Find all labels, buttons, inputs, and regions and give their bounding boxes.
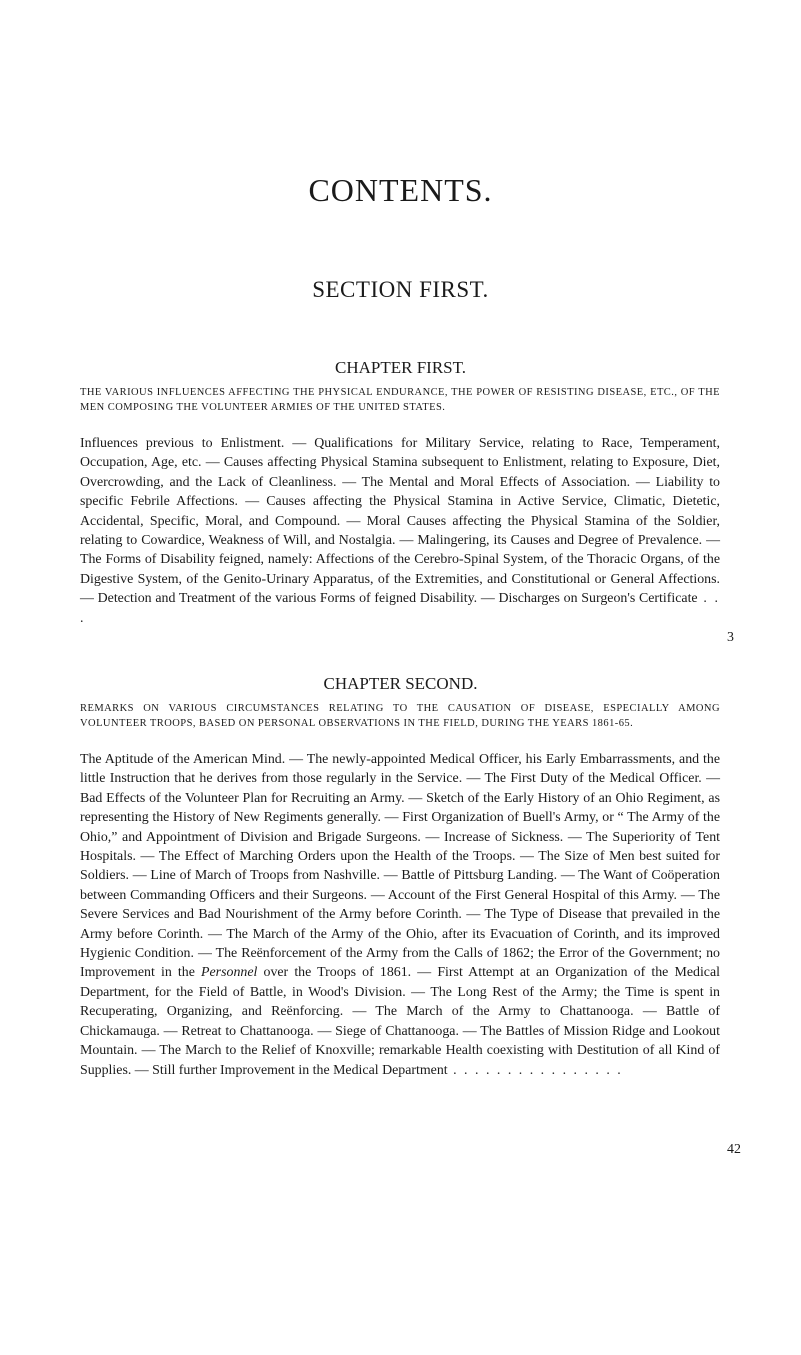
chapter-1-dot-leader: . . .	[80, 591, 721, 626]
chapter-2-heading: REMARKS ON VARIOUS CIRCUMSTANCES RELATING TO THE CAUSATION OF DISEASE, ESPECIALLY AMONG VOLUNTEER TROOPS, BASED ON PERSONAL OBSERVATIONS IN THE FIELD, DURING THE YEARS 1861-65.	[80, 703, 720, 729]
chapter-1-summary-text: Influences previous to Enlistment. — Qualifications for Military Service, relating to Race, Temperament, Occupation, Age, etc. — Causes affecting Physical Stamina subsequent to Enlistment, relating to Exposure, Diet, Overcrowding, and the Lack of Cleanliness. — The Mental and Moral Effects of Association. — Liability to specific Febrile Affections. — Causes affecting the Physical Stamina in Active Service, Climatic, Dietetic, Accidental, Specific, Moral, and Compound. — Moral Causes affecting the Physical Stamina of the Soldier, relating to Cowardice, Weakness of Will, and Nostalgia. — Malingering, its Causes and Degree of Prevalence. — The Forms of Disability feigned, namely: Affections of the Cerebro-Spinal System, of the Thoracic Organs, of the Digestive System, of the Genito-Urinary Apparatus, of the Extremities, and Constitutional or General Affections. — Detection and Treatment of the various Forms of feigned Disability. — Discharges on Surgeon's Certificate	[80, 436, 720, 607]
chapter-1-heading: THE VARIOUS INFLUENCES AFFECTING THE PHYSICAL ENDURANCE, THE POWER OF RESISTING DISEASE, ETC., OF THE MEN COMPOSING THE VOLUNTEER ARMIES OF THE UNITED STATES.	[80, 387, 720, 413]
chapter-1-summary	[80, 434, 720, 628]
chapter-2-summary-text-b: over the Troops of 1861. — First Attempt at an Organization of the Medical Department, for the Field of Battle, in Wood's Division. — The Long Rest of the Army; the Time is spent in Recuperating, Organizing, and Reënforcing. — The March of the Army to Chattanooga. — Battle of Chickamauga. — Retreat to Chattanooga. — Siege of Chattanooga. — The Battles of Mission Ridge and Lookout Mountain. — The March to the Relief of Knoxville; remarkable Health coexisting with Destitution of all Kind of Supplies. — Still further Improvement in the Medical Department	[80, 965, 720, 1078]
chapter-1-title: CHAPTER FIRST.	[335, 358, 466, 377]
section-title: SECTION FIRST.	[312, 277, 489, 302]
chapter-2-page-number: 42	[727, 1142, 741, 1157]
chapter-1-page-number: 3	[727, 630, 734, 645]
chapter-2-summary-italic: Personnel	[201, 965, 258, 981]
chapter-2-title: CHAPTER SECOND.	[323, 674, 478, 693]
chapter-2-summary	[80, 750, 720, 1080]
chapter-2-summary-text-a: The Aptitude of the American Mind. — The newly-appointed Medical Officer, his Early Embarrassments, and the little Instruction that he derives from those regularly in the Service. — The First Duty of the Medical Officer. — Bad Effects of the Volunteer Plan for Recruiting an Army. — Sketch of the Early History of an Ohio Regiment, as representing the History of New Regiments generally. — First Organization of Buell's Army, or “ The Army of the Ohio,” and Appointment of Division and Brigade Surgeons. — Increase of Sickness. — The Superiority of Tent Hospitals. — The Effect of Marching Orders upon the Health of the Troops. — The Size of Men best suited for Soldiers. — Line of March of Troops from Nashville. — Battle of Pittsburg Landing. — The Want of Coöperation between Commanding Officers and their Surgeons. — Account of the First General Hospital of this Army. — The Severe Services and Bad Nourishment of the Army before Corinth. — The Type of Disease that prevailed in the Army before Corinth. — The March of the Army of the Ohio, after its Evacuation of Corinth, and its improved Hygienic Condition. — The Reënforcement of the Army from the Calls of 1862; the Error of the Government; no Improvement in the	[80, 752, 720, 981]
page-title: CONTENTS.	[308, 172, 493, 208]
chapter-2-dot-leader: . . . . . . . . . . . . . . . .	[447, 1062, 623, 1078]
